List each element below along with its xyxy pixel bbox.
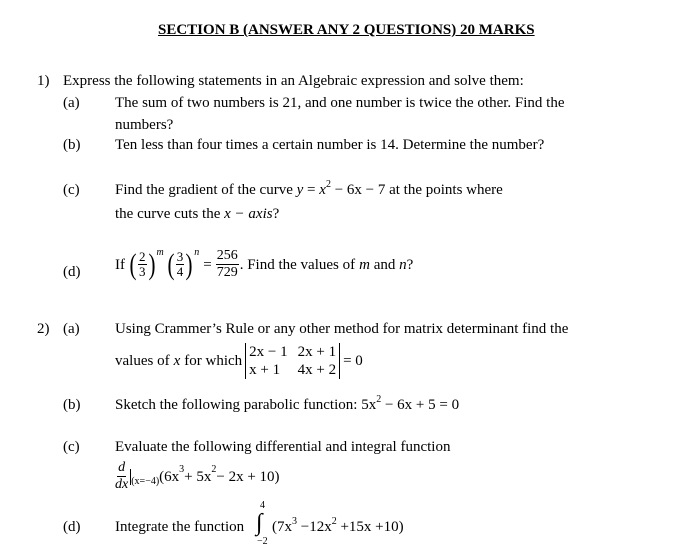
q2d-expr-c: +15x +10) (336, 519, 404, 535)
question-2-number: 2) (37, 321, 50, 337)
q2d-sup2: 2 (331, 516, 337, 527)
q1c-eq-sup: 2 (325, 179, 331, 190)
determinant-matrix (245, 343, 340, 379)
q1b-text: Ten less than four times a certain number is 14. Determine the number? (115, 137, 545, 153)
f1-num: 2 (139, 249, 146, 264)
m11: 2x − 1 (249, 344, 288, 360)
q2d-label: (d) (63, 519, 81, 535)
right-paren-1: ) (148, 247, 155, 281)
exp-n: n (194, 246, 200, 258)
q2c-text: Evaluate the following differential and integral function (115, 439, 451, 455)
m22: 4x + 2 (297, 362, 337, 378)
m21: x + 1 (249, 362, 281, 378)
f1-den: 3 (139, 264, 146, 279)
integral-sign: ∫ (256, 510, 263, 536)
q1d-expression (115, 248, 413, 281)
q2d-expr-a: (7x (272, 519, 292, 535)
q1c-eq-rest: − 6x − 7 (330, 182, 386, 198)
question-1-number: 1) (37, 73, 50, 89)
q2c-sup3: 3 (179, 463, 185, 475)
q2c-expr-b: + 5x (184, 468, 212, 485)
fraction-2-3 (138, 250, 147, 279)
q1c-eq-eq: = (303, 182, 320, 198)
q1d-m: m (359, 256, 370, 273)
integral-upper-limit: 4 (260, 500, 265, 511)
q1c-line2 (115, 205, 279, 223)
right-paren-2: ) (185, 247, 193, 281)
q1c-pre: Find the gradient of the curve (115, 182, 293, 198)
q1a-line1: The sum of two numbers is 21, and one number is twice the other. Find the (115, 95, 565, 111)
q2b-label: (b) (63, 397, 81, 413)
q2c-expr-c: − 2x + 10) (216, 468, 280, 485)
q1d-if: If (115, 256, 125, 273)
section-title: SECTION B (ANSWER ANY 2 QUESTIONS) 20 MARKS (158, 22, 535, 38)
q2a-pre: values of (115, 353, 170, 369)
q1c-line1 (115, 181, 503, 201)
q1d-n: n (399, 256, 407, 273)
left-paren-2: ( (167, 247, 175, 281)
q2d-expression (272, 518, 404, 538)
integral-lower-limit: −2 (257, 536, 268, 547)
q2c-sup2: 2 (211, 463, 217, 475)
q2c-label: (c) (63, 439, 80, 455)
m12: 2x + 1 (297, 344, 337, 360)
q1d-label: (d) (63, 264, 81, 280)
f3-num: 256 (216, 248, 238, 263)
q2b-line (115, 396, 459, 416)
q1c-label: (c) (63, 182, 80, 198)
q1d-and: and (369, 256, 400, 273)
exp-m: m (156, 246, 164, 258)
f3-den: 729 (216, 265, 238, 280)
f2-num: 3 (176, 249, 184, 264)
q2c-derivative (115, 460, 280, 493)
d-num: d (118, 460, 126, 475)
q2c-expr-a: (6x (159, 468, 180, 485)
fraction-3-4 (176, 250, 185, 279)
d-dx-fraction (115, 460, 128, 493)
q1d-q: ? (406, 256, 414, 273)
q2a-line1: Using Crammer’s Rule or any other method for matrix determinant find the (115, 321, 569, 337)
f2-den: 4 (176, 264, 184, 279)
q1c-eq-x: x (319, 182, 326, 198)
q1c-eq-y: y (296, 182, 304, 198)
q2b-text: Sketch the following parabolic function: (115, 397, 358, 413)
q1a-label: (a) (63, 95, 80, 111)
q2a-x: x (173, 353, 181, 369)
q2b-eq-sup: 2 (376, 394, 382, 405)
q1d-eq: = (203, 256, 212, 273)
d-den: dx (115, 477, 129, 492)
fraction-256-729 (216, 248, 239, 281)
q1d-post: . Find the values of (239, 256, 356, 273)
q2b-eq-a: 5x (361, 397, 377, 413)
q1c-post: at the points where (389, 182, 503, 198)
q2a-eq: = 0 (343, 353, 363, 369)
q2a-line2 (115, 343, 363, 379)
q1c-line2-q: ? (272, 206, 280, 222)
q2d-expr-b: −12x (297, 519, 332, 535)
q2d-sup3: 3 (292, 516, 297, 527)
q1a-line2: numbers? (115, 117, 174, 133)
q2a-label: (a) (63, 321, 80, 337)
q1c-line2-pre: the curve cuts the (115, 206, 221, 222)
q2d-text: Integrate the function (115, 519, 245, 535)
q2c-cond: (x=−4) (131, 475, 160, 487)
q1c-line2-x: x − axis (224, 206, 273, 222)
question-1-intro: Express the following statements in an Algebraic expression and solve them: (63, 73, 524, 89)
left-paren-1: ( (129, 247, 137, 281)
q2a-post: for which (184, 353, 243, 369)
q2b-eq-rest: − 6x + 5 = 0 (381, 397, 460, 413)
q1b-label: (b) (63, 137, 81, 153)
